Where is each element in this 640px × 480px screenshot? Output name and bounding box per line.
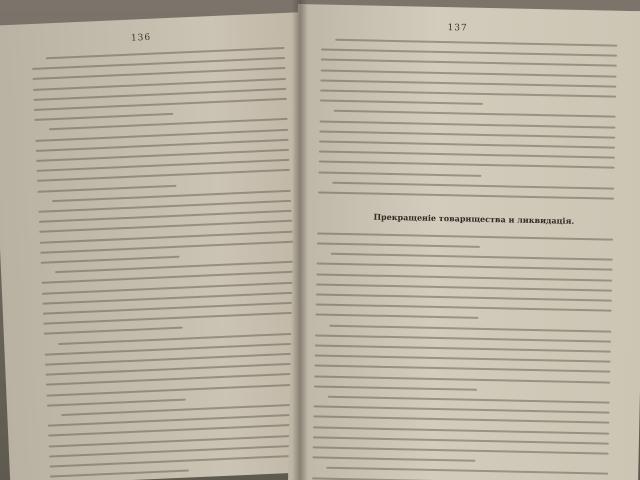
text-line bbox=[318, 191, 614, 199]
text-line bbox=[313, 416, 609, 424]
text-line bbox=[320, 89, 616, 97]
text-line bbox=[61, 404, 300, 416]
text-line bbox=[58, 332, 297, 344]
text-line bbox=[312, 457, 475, 462]
text-line bbox=[39, 220, 292, 233]
text-line bbox=[315, 355, 611, 363]
text-line bbox=[315, 344, 611, 352]
text-line bbox=[43, 312, 296, 325]
text-line bbox=[326, 467, 608, 475]
text-line bbox=[49, 118, 288, 130]
text-line bbox=[317, 232, 613, 240]
text-line bbox=[48, 424, 301, 437]
text-line bbox=[317, 263, 613, 271]
text-line bbox=[46, 373, 299, 386]
text-line bbox=[317, 242, 480, 247]
text-line bbox=[335, 39, 617, 47]
text-line bbox=[314, 406, 610, 414]
text-line bbox=[314, 385, 477, 390]
text-line bbox=[321, 59, 617, 67]
text-line bbox=[314, 365, 610, 373]
text-line bbox=[38, 184, 177, 192]
text-line bbox=[42, 271, 295, 284]
text-line bbox=[314, 375, 610, 383]
section-heading: Прекращеніе товарищества и ликвидація. bbox=[373, 211, 575, 226]
text-line bbox=[34, 113, 173, 121]
text-line bbox=[318, 171, 481, 176]
text-line bbox=[315, 334, 611, 342]
text-line bbox=[44, 327, 183, 335]
text-line bbox=[331, 253, 613, 261]
text-line bbox=[316, 273, 612, 281]
text-line bbox=[316, 293, 612, 301]
text-line bbox=[50, 455, 303, 468]
left-page bbox=[0, 12, 325, 480]
text-line bbox=[316, 283, 612, 291]
text-line bbox=[320, 120, 616, 128]
text-line bbox=[37, 169, 290, 182]
text-line bbox=[313, 446, 609, 454]
left-page-number: 136 bbox=[130, 32, 152, 44]
text-line bbox=[313, 426, 609, 434]
text-line bbox=[40, 241, 293, 254]
text-line bbox=[33, 67, 286, 80]
book-gutter bbox=[292, 0, 308, 480]
text-line bbox=[320, 100, 483, 105]
text-line bbox=[50, 470, 189, 478]
text-line bbox=[319, 140, 615, 148]
text-line bbox=[316, 304, 612, 312]
text-line bbox=[332, 182, 614, 190]
text-line bbox=[319, 161, 615, 169]
text-line bbox=[47, 398, 186, 406]
text-line bbox=[52, 190, 291, 202]
text-line bbox=[319, 130, 615, 138]
text-line bbox=[321, 49, 617, 57]
text-line bbox=[329, 324, 611, 332]
text-line bbox=[55, 261, 294, 273]
text-line bbox=[313, 436, 609, 444]
right-page bbox=[288, 4, 640, 480]
text-line bbox=[46, 47, 285, 59]
text-line bbox=[315, 314, 478, 319]
right-page-number: 137 bbox=[447, 23, 468, 34]
text-line bbox=[320, 79, 616, 87]
text-line bbox=[319, 151, 615, 159]
text-line bbox=[41, 256, 180, 264]
text-line bbox=[321, 69, 617, 77]
text-line bbox=[334, 110, 616, 118]
text-line bbox=[328, 396, 610, 404]
text-line bbox=[34, 98, 287, 111]
text-line bbox=[46, 383, 299, 396]
